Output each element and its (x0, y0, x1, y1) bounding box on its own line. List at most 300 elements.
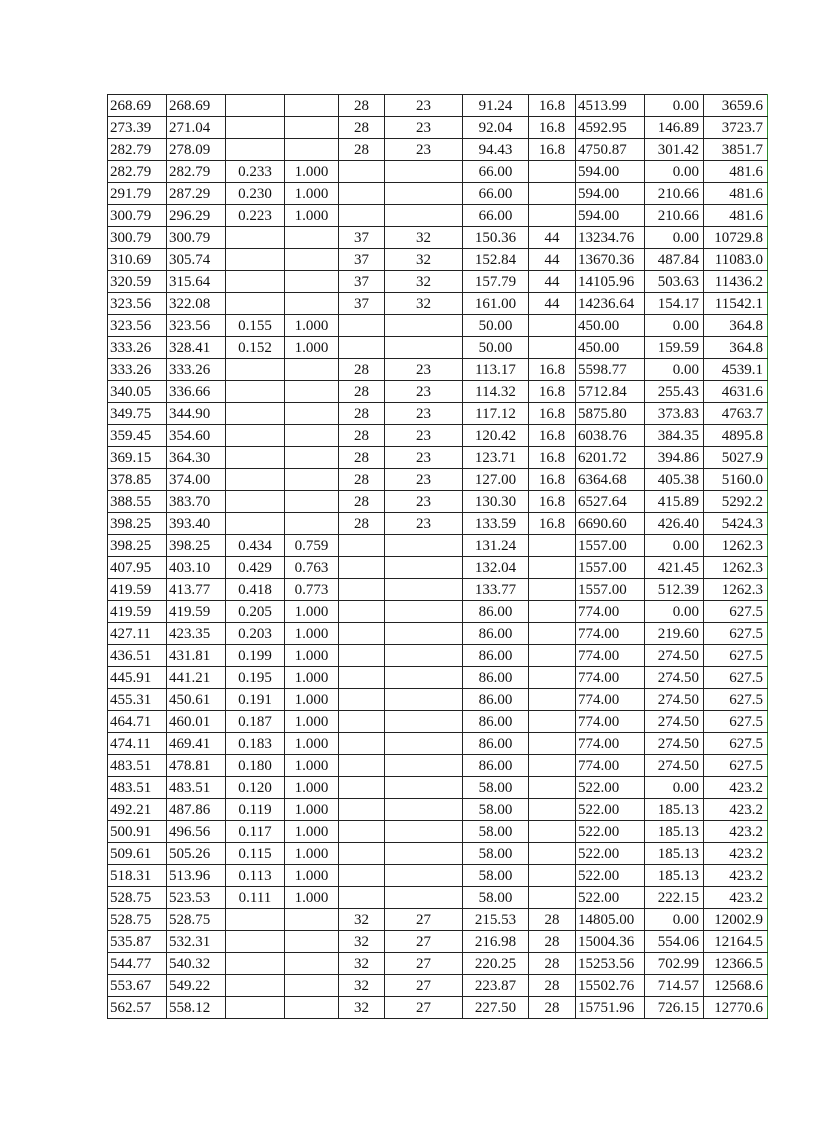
table-cell-col-d (285, 953, 339, 975)
table-cell-col-i: 774.00 (576, 667, 645, 689)
table-cell-col-c (226, 953, 285, 975)
table-cell-col-j: 702.99 (645, 953, 704, 975)
table-cell-col-e (339, 711, 385, 733)
table-cell-col-e (339, 623, 385, 645)
table-row (108, 403, 768, 425)
table-cell-col-e (339, 777, 385, 799)
table-cell-col-a: 340.05 (108, 381, 167, 403)
table-cell-col-g: 86.00 (463, 667, 529, 689)
table-row (108, 425, 768, 447)
table-cell-col-f (385, 755, 463, 777)
table-cell-col-e: 28 (339, 139, 385, 161)
table-cell-col-h (529, 689, 576, 711)
table-cell-col-b: 549.22 (167, 975, 226, 997)
table-body (108, 95, 768, 1019)
table-cell-col-f (385, 205, 463, 227)
table-cell-col-g: 92.04 (463, 117, 529, 139)
table-cell-col-a: 436.51 (108, 645, 167, 667)
table-row (108, 645, 768, 667)
table-cell-col-g: 86.00 (463, 645, 529, 667)
table-cell-col-f: 23 (385, 403, 463, 425)
table-cell-col-h (529, 315, 576, 337)
table-cell-col-c: 0.187 (226, 711, 285, 733)
table-cell-col-g: 66.00 (463, 205, 529, 227)
table-cell-col-j: 274.50 (645, 667, 704, 689)
table-cell-col-a: 455.31 (108, 689, 167, 711)
table-cell-col-j: 210.66 (645, 205, 704, 227)
table-cell-col-i: 774.00 (576, 689, 645, 711)
table-cell-col-e (339, 645, 385, 667)
table-cell-col-a: 282.79 (108, 161, 167, 183)
table-cell-col-j: 185.13 (645, 865, 704, 887)
table-cell-col-b: 287.29 (167, 183, 226, 205)
table-cell-col-a: 291.79 (108, 183, 167, 205)
table-cell-col-b: 344.90 (167, 403, 226, 425)
table-cell-col-i: 6038.76 (576, 425, 645, 447)
table-cell-col-a: 398.25 (108, 535, 167, 557)
table-cell-col-a: 562.57 (108, 997, 167, 1019)
table-cell-col-k: 4895.8 (704, 425, 768, 447)
table-cell-col-h (529, 205, 576, 227)
table-cell-col-e: 32 (339, 975, 385, 997)
table-cell-col-b: 532.31 (167, 931, 226, 953)
table-cell-col-h (529, 579, 576, 601)
table-cell-col-f: 23 (385, 381, 463, 403)
table-cell-col-f (385, 535, 463, 557)
table-cell-col-f (385, 865, 463, 887)
table-cell-col-b: 282.79 (167, 161, 226, 183)
table-cell-col-f: 27 (385, 931, 463, 953)
table-cell-col-j: 384.35 (645, 425, 704, 447)
table-row (108, 557, 768, 579)
table-cell-col-h (529, 557, 576, 579)
table-cell-col-j: 146.89 (645, 117, 704, 139)
table-cell-col-d (285, 271, 339, 293)
table-cell-col-d: 1.000 (285, 337, 339, 359)
table-cell-col-h: 28 (529, 997, 576, 1019)
table-cell-col-b: 523.53 (167, 887, 226, 909)
table-cell-col-k: 11436.2 (704, 271, 768, 293)
table-cell-col-h: 28 (529, 953, 576, 975)
table-cell-col-k: 627.5 (704, 689, 768, 711)
table-cell-col-b: 431.81 (167, 645, 226, 667)
table-cell-col-k: 5292.2 (704, 491, 768, 513)
table-cell-col-a: 320.59 (108, 271, 167, 293)
table-cell-col-d (285, 403, 339, 425)
table-cell-col-i: 522.00 (576, 843, 645, 865)
table-cell-col-j: 274.50 (645, 711, 704, 733)
table-cell-col-g: 161.00 (463, 293, 529, 315)
table-cell-col-h (529, 535, 576, 557)
table-cell-col-c: 0.115 (226, 843, 285, 865)
table-cell-col-h (529, 337, 576, 359)
table-cell-col-k: 481.6 (704, 161, 768, 183)
table-cell-col-i: 5598.77 (576, 359, 645, 381)
table-cell-col-i: 6690.60 (576, 513, 645, 535)
table-cell-col-f: 32 (385, 293, 463, 315)
table-cell-col-i: 774.00 (576, 645, 645, 667)
table-row (108, 711, 768, 733)
table-cell-col-c (226, 931, 285, 953)
table-cell-col-e: 37 (339, 249, 385, 271)
table-cell-col-g: 58.00 (463, 799, 529, 821)
table-cell-col-k: 5027.9 (704, 447, 768, 469)
table-row (108, 689, 768, 711)
table-cell-col-f: 27 (385, 975, 463, 997)
table-row (108, 227, 768, 249)
table-cell-col-h: 16.8 (529, 513, 576, 535)
table-cell-col-c: 0.199 (226, 645, 285, 667)
table-cell-col-k: 481.6 (704, 205, 768, 227)
table-cell-col-k: 627.5 (704, 755, 768, 777)
table-cell-col-f (385, 337, 463, 359)
table-cell-col-k: 627.5 (704, 711, 768, 733)
table-cell-col-h (529, 755, 576, 777)
table-cell-col-h (529, 183, 576, 205)
table-cell-col-i: 522.00 (576, 777, 645, 799)
table-cell-col-j: 219.60 (645, 623, 704, 645)
table-cell-col-b: 323.56 (167, 315, 226, 337)
table-cell-col-g: 86.00 (463, 733, 529, 755)
table-cell-col-c (226, 513, 285, 535)
table-cell-col-a: 359.45 (108, 425, 167, 447)
table-row (108, 95, 768, 117)
table-cell-col-b: 505.26 (167, 843, 226, 865)
table-cell-col-c: 0.191 (226, 689, 285, 711)
table-cell-col-j: 394.86 (645, 447, 704, 469)
table-cell-col-i: 6527.64 (576, 491, 645, 513)
table-cell-col-h (529, 865, 576, 887)
table-cell-col-j: 301.42 (645, 139, 704, 161)
table-cell-col-e (339, 843, 385, 865)
table-row (108, 337, 768, 359)
table-cell-col-f (385, 645, 463, 667)
table-cell-col-i: 774.00 (576, 755, 645, 777)
table-cell-col-c: 0.152 (226, 337, 285, 359)
table-row (108, 161, 768, 183)
table-cell-col-h: 44 (529, 249, 576, 271)
table-cell-col-e: 28 (339, 95, 385, 117)
table-cell-col-k: 627.5 (704, 733, 768, 755)
table-cell-col-h: 16.8 (529, 359, 576, 381)
table-cell-col-b: 300.79 (167, 227, 226, 249)
table-cell-col-h (529, 821, 576, 843)
table-cell-col-b: 374.00 (167, 469, 226, 491)
table-cell-col-i: 5712.84 (576, 381, 645, 403)
table-cell-col-b: 540.32 (167, 953, 226, 975)
table-cell-col-i: 13234.76 (576, 227, 645, 249)
table-cell-col-d: 1.000 (285, 161, 339, 183)
table-cell-col-k: 1262.3 (704, 579, 768, 601)
table-cell-col-i: 6201.72 (576, 447, 645, 469)
table-cell-col-d: 1.000 (285, 711, 339, 733)
table-cell-col-j: 274.50 (645, 689, 704, 711)
table-cell-col-i: 522.00 (576, 799, 645, 821)
table-cell-col-e (339, 535, 385, 557)
table-cell-col-f (385, 821, 463, 843)
table-cell-col-i: 15253.56 (576, 953, 645, 975)
table-cell-col-c: 0.429 (226, 557, 285, 579)
table-cell-col-e (339, 205, 385, 227)
table-cell-col-j: 185.13 (645, 821, 704, 843)
table-cell-col-i: 4513.99 (576, 95, 645, 117)
table-cell-col-d: 1.000 (285, 623, 339, 645)
table-cell-col-g: 130.30 (463, 491, 529, 513)
table-cell-col-c (226, 95, 285, 117)
table-cell-col-k: 627.5 (704, 645, 768, 667)
table-cell-col-a: 483.51 (108, 755, 167, 777)
table-cell-col-f (385, 843, 463, 865)
table-cell-col-e: 28 (339, 381, 385, 403)
table-cell-col-h: 44 (529, 293, 576, 315)
table-cell-col-e: 32 (339, 997, 385, 1019)
table-cell-col-e (339, 315, 385, 337)
table-cell-col-i: 14236.64 (576, 293, 645, 315)
table-cell-col-c: 0.111 (226, 887, 285, 909)
table-cell-col-c (226, 293, 285, 315)
table-cell-col-d (285, 469, 339, 491)
table-cell-col-k: 12568.6 (704, 975, 768, 997)
table-cell-col-j: 159.59 (645, 337, 704, 359)
table-cell-col-d (285, 95, 339, 117)
table-cell-col-b: 450.61 (167, 689, 226, 711)
table-cell-col-j: 0.00 (645, 535, 704, 557)
table-cell-col-k: 12164.5 (704, 931, 768, 953)
table-cell-col-c: 0.223 (226, 205, 285, 227)
table-cell-col-d (285, 117, 339, 139)
table-cell-col-i: 522.00 (576, 865, 645, 887)
table-cell-col-d (285, 293, 339, 315)
table-cell-col-b: 393.40 (167, 513, 226, 535)
table-cell-col-e (339, 887, 385, 909)
table-cell-col-c (226, 139, 285, 161)
table-cell-col-k: 4539.1 (704, 359, 768, 381)
table-row (108, 755, 768, 777)
table-cell-col-g: 114.32 (463, 381, 529, 403)
table-cell-col-b: 403.10 (167, 557, 226, 579)
table-cell-col-j: 255.43 (645, 381, 704, 403)
table-cell-col-j: 0.00 (645, 227, 704, 249)
table-cell-col-a: 419.59 (108, 579, 167, 601)
table-cell-col-f: 23 (385, 359, 463, 381)
table-cell-col-k: 1262.3 (704, 535, 768, 557)
table-cell-col-b: 423.35 (167, 623, 226, 645)
table-cell-col-h (529, 711, 576, 733)
table-cell-col-a: 464.71 (108, 711, 167, 733)
table-cell-col-a: 553.67 (108, 975, 167, 997)
table-cell-col-f: 23 (385, 469, 463, 491)
table-cell-col-b: 336.66 (167, 381, 226, 403)
table-cell-col-h: 16.8 (529, 425, 576, 447)
table-cell-col-b: 354.60 (167, 425, 226, 447)
table-cell-col-f: 23 (385, 117, 463, 139)
table-cell-col-f (385, 777, 463, 799)
table-cell-col-h: 28 (529, 975, 576, 997)
table-cell-col-b: 333.26 (167, 359, 226, 381)
table-cell-col-j: 185.13 (645, 843, 704, 865)
table-cell-col-h (529, 667, 576, 689)
table-cell-col-i: 6364.68 (576, 469, 645, 491)
table-cell-col-b: 487.86 (167, 799, 226, 821)
table-cell-col-k: 4631.6 (704, 381, 768, 403)
table-cell-col-c (226, 491, 285, 513)
table-cell-col-h: 16.8 (529, 381, 576, 403)
table-cell-col-b: 296.29 (167, 205, 226, 227)
table-cell-col-h: 28 (529, 909, 576, 931)
table-cell-col-b: 528.75 (167, 909, 226, 931)
table-cell-col-j: 0.00 (645, 777, 704, 799)
table-cell-col-a: 407.95 (108, 557, 167, 579)
table-cell-col-h (529, 623, 576, 645)
table-cell-col-j: 405.38 (645, 469, 704, 491)
table-cell-col-d (285, 997, 339, 1019)
table-cell-col-b: 419.59 (167, 601, 226, 623)
table-cell-col-f: 27 (385, 953, 463, 975)
table-cell-col-j: 0.00 (645, 909, 704, 931)
table-cell-col-b: 496.56 (167, 821, 226, 843)
table-cell-col-b: 513.96 (167, 865, 226, 887)
table-cell-col-d (285, 249, 339, 271)
table-row (108, 271, 768, 293)
table-cell-col-a: 483.51 (108, 777, 167, 799)
table-cell-col-k: 1262.3 (704, 557, 768, 579)
table-cell-col-i: 13670.36 (576, 249, 645, 271)
table-cell-col-g: 117.12 (463, 403, 529, 425)
table-cell-col-e: 32 (339, 909, 385, 931)
table-cell-col-e (339, 601, 385, 623)
table-cell-col-a: 427.11 (108, 623, 167, 645)
table-cell-col-a: 349.75 (108, 403, 167, 425)
table-cell-col-i: 594.00 (576, 161, 645, 183)
table-cell-col-h (529, 733, 576, 755)
table-cell-col-d: 1.000 (285, 689, 339, 711)
table-cell-col-e (339, 337, 385, 359)
table-cell-col-c: 0.418 (226, 579, 285, 601)
table-cell-col-b: 441.21 (167, 667, 226, 689)
table-cell-col-g: 133.77 (463, 579, 529, 601)
data-table (107, 94, 768, 1019)
table-cell-col-i: 4750.87 (576, 139, 645, 161)
table-cell-col-i: 522.00 (576, 821, 645, 843)
table-row (108, 139, 768, 161)
table-cell-col-e: 28 (339, 491, 385, 513)
table-cell-col-d (285, 447, 339, 469)
table-cell-col-g: 132.04 (463, 557, 529, 579)
table-cell-col-c (226, 249, 285, 271)
table-cell-col-h (529, 161, 576, 183)
table-cell-col-g: 86.00 (463, 711, 529, 733)
table-cell-col-g: 216.98 (463, 931, 529, 953)
table-row (108, 183, 768, 205)
table-cell-col-d: 1.000 (285, 755, 339, 777)
table-cell-col-e (339, 689, 385, 711)
table-cell-col-j: 512.39 (645, 579, 704, 601)
table-row (108, 513, 768, 535)
table-cell-col-c: 0.120 (226, 777, 285, 799)
table-cell-col-j: 426.40 (645, 513, 704, 535)
table-cell-col-a: 518.31 (108, 865, 167, 887)
table-cell-col-g: 94.43 (463, 139, 529, 161)
table-cell-col-a: 500.91 (108, 821, 167, 843)
table-cell-col-k: 627.5 (704, 623, 768, 645)
table-cell-col-e (339, 579, 385, 601)
table-row (108, 381, 768, 403)
table-cell-col-d (285, 139, 339, 161)
table-cell-col-d: 1.000 (285, 799, 339, 821)
table-cell-col-a: 419.59 (108, 601, 167, 623)
table-row (108, 469, 768, 491)
table-cell-col-j: 274.50 (645, 645, 704, 667)
table-cell-col-k: 11083.0 (704, 249, 768, 271)
table-cell-col-g: 58.00 (463, 887, 529, 909)
table-cell-col-c: 0.183 (226, 733, 285, 755)
table-row (108, 579, 768, 601)
table-cell-col-e (339, 733, 385, 755)
table-cell-col-b: 328.41 (167, 337, 226, 359)
table-cell-col-a: 528.75 (108, 887, 167, 909)
table-cell-col-k: 4763.7 (704, 403, 768, 425)
table-cell-col-c (226, 469, 285, 491)
table-cell-col-a: 528.75 (108, 909, 167, 931)
table-cell-col-e: 28 (339, 469, 385, 491)
table-cell-col-e: 28 (339, 359, 385, 381)
table-cell-col-i: 450.00 (576, 315, 645, 337)
table-cell-col-g: 91.24 (463, 95, 529, 117)
table-cell-col-a: 398.25 (108, 513, 167, 535)
table-cell-col-d (285, 381, 339, 403)
table-cell-col-g: 50.00 (463, 315, 529, 337)
table-cell-col-j: 714.57 (645, 975, 704, 997)
table-cell-col-c (226, 271, 285, 293)
table-cell-col-g: 215.53 (463, 909, 529, 931)
table-cell-col-c: 0.155 (226, 315, 285, 337)
table-row (108, 205, 768, 227)
table-cell-col-f (385, 557, 463, 579)
table-cell-col-i: 14105.96 (576, 271, 645, 293)
table-cell-col-h: 16.8 (529, 117, 576, 139)
table-cell-col-b: 383.70 (167, 491, 226, 513)
table-cell-col-i: 1557.00 (576, 535, 645, 557)
table-cell-col-k: 627.5 (704, 667, 768, 689)
table-cell-col-i: 15502.76 (576, 975, 645, 997)
table-cell-col-f: 23 (385, 95, 463, 117)
table-row (108, 535, 768, 557)
table-cell-col-i: 450.00 (576, 337, 645, 359)
table-cell-col-i: 14805.00 (576, 909, 645, 931)
table-cell-col-d (285, 931, 339, 953)
table-cell-col-d: 1.000 (285, 645, 339, 667)
table-cell-col-j: 373.83 (645, 403, 704, 425)
table-cell-col-g: 152.84 (463, 249, 529, 271)
table-cell-col-f: 23 (385, 513, 463, 535)
table-cell-col-k: 3851.7 (704, 139, 768, 161)
table-cell-col-e: 28 (339, 513, 385, 535)
table-cell-col-d: 1.000 (285, 733, 339, 755)
table-cell-col-e: 32 (339, 953, 385, 975)
table-cell-col-f: 23 (385, 491, 463, 513)
table-cell-col-j: 210.66 (645, 183, 704, 205)
table-cell-col-h (529, 645, 576, 667)
table-cell-col-d: 1.000 (285, 843, 339, 865)
table-cell-col-g: 227.50 (463, 997, 529, 1019)
table-cell-col-f: 23 (385, 425, 463, 447)
table-cell-col-c: 0.203 (226, 623, 285, 645)
table-cell-col-j: 0.00 (645, 601, 704, 623)
table-cell-col-k: 3659.6 (704, 95, 768, 117)
table-cell-col-g: 131.24 (463, 535, 529, 557)
table-cell-col-j: 274.50 (645, 755, 704, 777)
table-cell-col-i: 594.00 (576, 183, 645, 205)
